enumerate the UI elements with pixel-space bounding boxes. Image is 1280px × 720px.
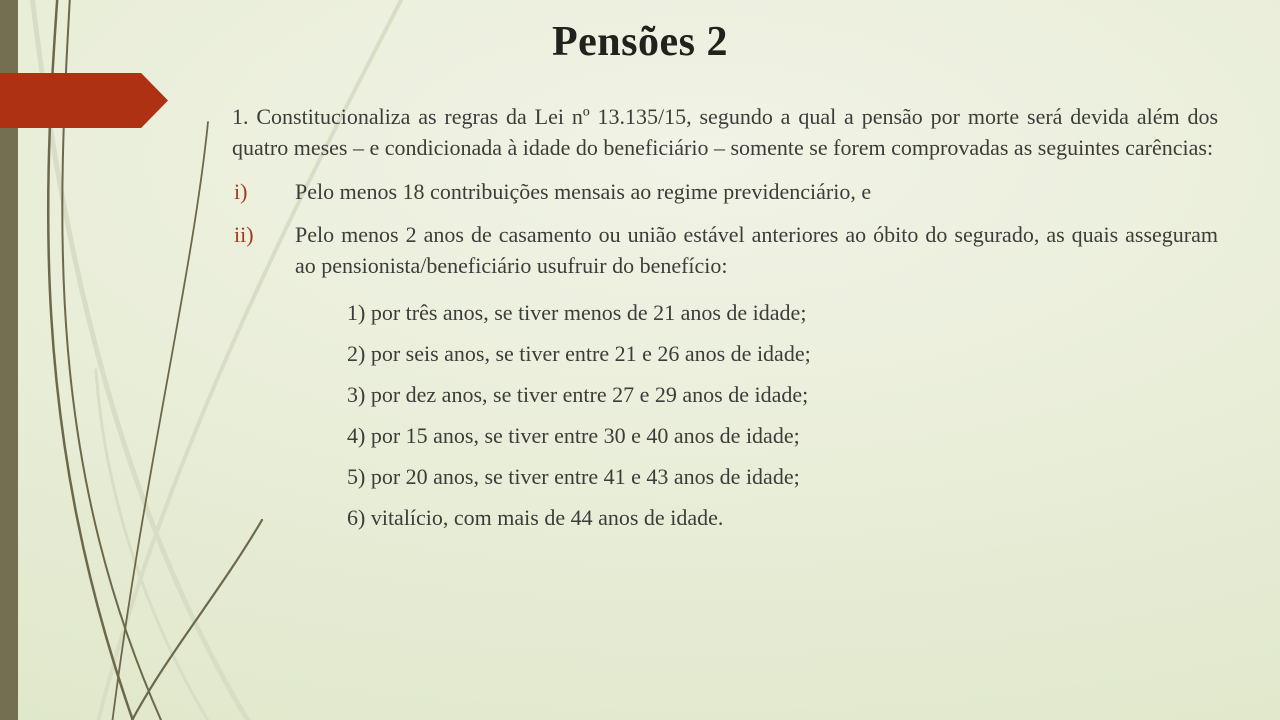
- intro-paragraph: 1. Constitucionaliza as regras da Lei nº 13.135/15, segundo a qual a pensão por morte será devida além dos quatro meses – e condicionada à idade do beneficiário – somente se forem comprovadas as seguintes carências:: [232, 104, 1218, 160]
- slide-title: Pensões 2: [552, 19, 728, 65]
- grass-curve-dark: [110, 122, 208, 720]
- list-text-ii: Pelo menos 2 anos de casamento ou união estável anteriores ao óbito do segurado, as quais asseguram ao pensionista/beneficiário usufruir do benefício:: [295, 222, 1218, 278]
- list-marker-i: i): [234, 179, 248, 204]
- sub-item-4: 4) por 15 anos, se tiver entre 30 e 40 anos de idade;: [347, 423, 800, 448]
- list-item-i: [232, 176, 1218, 207]
- list-text-i: Pelo menos 18 contribuições mensais ao regime previdenciário, e: [295, 179, 872, 204]
- sub-item-6: 6) vitalício, com mais de 44 anos de idade.: [347, 505, 724, 530]
- numbered-sublist: [347, 293, 1218, 533]
- grass-curve-light: [96, 370, 220, 720]
- list-item-ii: [232, 219, 1218, 281]
- red-arrow-shape: [0, 73, 168, 128]
- grass-curve-dark: [122, 520, 262, 720]
- sub-item-2: 2) por seis anos, se tiver entre 21 e 26 anos de idade;: [347, 341, 811, 366]
- sub-item-3: 3) por dez anos, se tiver entre 27 e 29 anos de idade;: [347, 382, 809, 407]
- sub-item-5: 5) por 20 anos, se tiver entre 41 e 43 anos de idade;: [347, 464, 800, 489]
- slide-body: [232, 101, 1218, 543]
- list-marker-ii: ii): [234, 222, 254, 247]
- sub-item-1: 1) por três anos, se tiver menos de 21 anos de idade;: [347, 300, 807, 325]
